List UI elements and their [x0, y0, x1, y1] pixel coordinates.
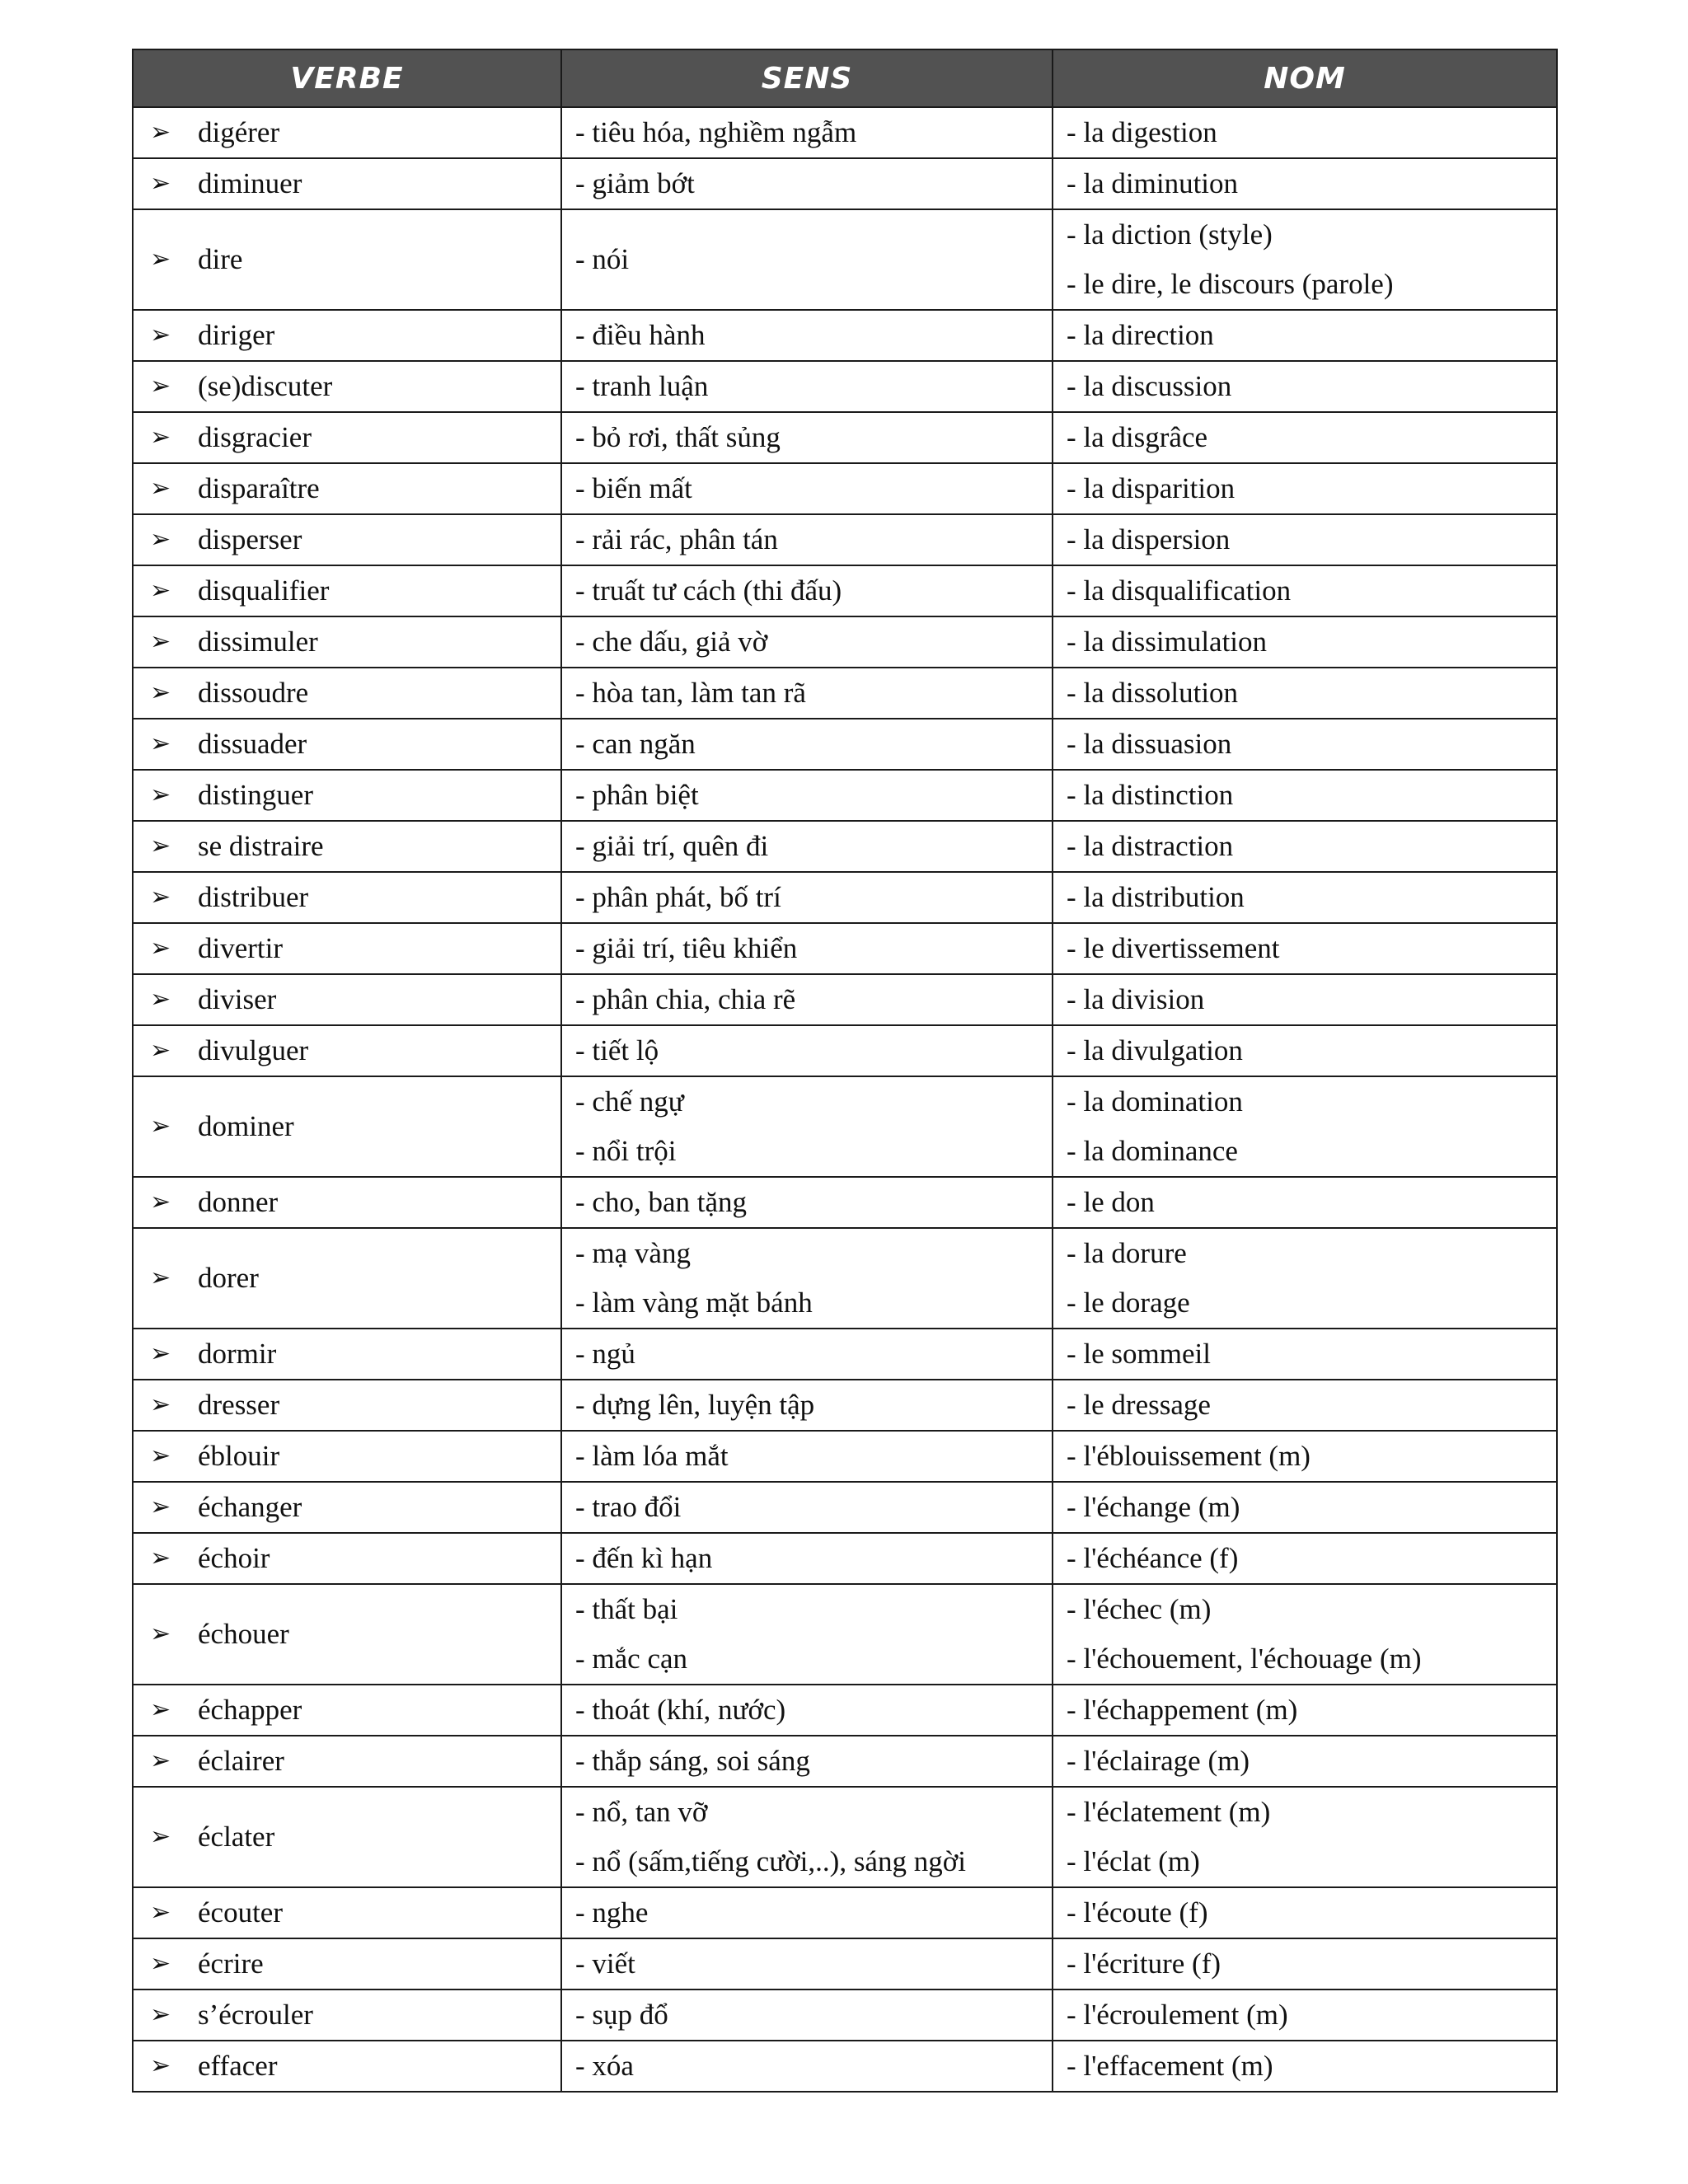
- sens-line: - ngủ: [575, 1338, 635, 1370]
- nom-cell: [1053, 1228, 1557, 1329]
- verb-text: (se)discuter: [198, 370, 333, 402]
- sens-cell: [561, 565, 1053, 616]
- sens-cell: [561, 1990, 1053, 2041]
- arrowhead-bullet-icon: ➢: [150, 1441, 171, 1470]
- verb-cell: [133, 1685, 561, 1736]
- arrowhead-bullet-icon: ➢: [150, 118, 171, 147]
- sens-line: - bỏ rơi, thất sủng: [575, 421, 781, 453]
- nom-line: - la distribution: [1067, 881, 1245, 913]
- sens-line: - phân phát, bố trí: [575, 881, 781, 913]
- sens-line: - đến kì hạn: [575, 1542, 713, 1574]
- verb-text: distinguer: [198, 779, 313, 811]
- verb-text: éblouir: [198, 1440, 280, 1472]
- sens-cell: [561, 616, 1053, 668]
- sens-cell: [561, 923, 1053, 974]
- arrowhead-bullet-icon: ➢: [150, 678, 171, 707]
- verb-text: diminuer: [198, 167, 302, 199]
- sens-line: - biến mất: [575, 472, 692, 504]
- verb-text: disparaître: [198, 472, 320, 504]
- verb-cell: [133, 1584, 561, 1685]
- table-row: [133, 821, 1557, 872]
- verb-cell: [133, 668, 561, 719]
- verb-text: s’écrouler: [198, 1999, 313, 2031]
- arrowhead-bullet-icon: ➢: [150, 2051, 171, 2080]
- arrowhead-bullet-icon: ➢: [150, 934, 171, 963]
- nom-line: - la domination: [1067, 1085, 1243, 1118]
- sens-line: - viết: [575, 1947, 635, 1980]
- table-row: [133, 1329, 1557, 1380]
- nom-cell: [1053, 1787, 1557, 1887]
- sens-cell: [561, 107, 1053, 158]
- nom-line: - l'éclairage (m): [1067, 1745, 1250, 1777]
- sens-line: - nổ, tan vỡ: [575, 1796, 708, 1828]
- arrowhead-bullet-icon: ➢: [150, 1390, 171, 1419]
- sens-line: - tiết lộ: [575, 1034, 659, 1066]
- nom-cell: [1053, 361, 1557, 412]
- sens-line: - tiêu hóa, nghiềm ngẫm: [575, 116, 857, 148]
- nom-line: - la divulgation: [1067, 1034, 1243, 1066]
- verb-cell: [133, 310, 561, 361]
- verb-cell: [133, 463, 561, 514]
- arrowhead-bullet-icon: ➢: [150, 627, 171, 656]
- verb-cell: [133, 1329, 561, 1380]
- nom-line: - la division: [1067, 983, 1205, 1015]
- sens-line: - dựng lên, luyện tập: [575, 1389, 815, 1421]
- arrowhead-bullet-icon: ➢: [150, 780, 171, 809]
- verb-cell: [133, 923, 561, 974]
- verb-cell: [133, 1990, 561, 2041]
- verb-text: diviser: [198, 983, 277, 1015]
- verb-text: divulguer: [198, 1034, 309, 1066]
- arrowhead-bullet-icon: ➢: [150, 372, 171, 401]
- sens-cell: [561, 310, 1053, 361]
- verb-cell: [133, 1431, 561, 1482]
- nom-line: - l'écoute (f): [1067, 1896, 1208, 1929]
- table-row: [133, 463, 1557, 514]
- sens-line: - phân biệt: [575, 779, 699, 811]
- verb-text: échapper: [198, 1694, 302, 1726]
- nom-line: - l'éblouissement (m): [1067, 1440, 1311, 1472]
- nom-line: - la dominance: [1067, 1135, 1238, 1167]
- verb-text: dissuader: [198, 728, 307, 760]
- nom-line: - l'échéance (f): [1067, 1542, 1239, 1574]
- verb-cell: [133, 107, 561, 158]
- sens-line: - tranh luận: [575, 370, 709, 402]
- verb-text: disqualifier: [198, 574, 330, 607]
- nom-line: - la discussion: [1067, 370, 1232, 402]
- sens-line: - nghe: [575, 1896, 649, 1929]
- table-row: [133, 1482, 1557, 1533]
- header-verbe: VERBE: [133, 49, 561, 107]
- nom-line: - le dressage: [1067, 1389, 1211, 1421]
- nom-cell: [1053, 1533, 1557, 1584]
- sens-line: - nói: [575, 243, 630, 275]
- arrowhead-bullet-icon: ➢: [150, 525, 171, 554]
- table-row: [133, 107, 1557, 158]
- nom-line: - l'échec (m): [1067, 1593, 1212, 1625]
- nom-line: - l'écriture (f): [1067, 1947, 1221, 1980]
- verb-cell: [133, 974, 561, 1025]
- nom-cell: [1053, 107, 1557, 158]
- sens-cell: [561, 1482, 1053, 1533]
- sens-line: - cho, ban tặng: [575, 1186, 747, 1218]
- verb-cell: [133, 1228, 561, 1329]
- nom-cell: [1053, 310, 1557, 361]
- arrowhead-bullet-icon: ➢: [150, 1112, 171, 1141]
- nom-cell: [1053, 1736, 1557, 1787]
- nom-line: - l'effacement (m): [1067, 2050, 1273, 2082]
- nom-line: - l'échappement (m): [1067, 1694, 1298, 1726]
- verb-text: disgracier: [198, 421, 312, 453]
- table-row: [133, 209, 1557, 310]
- verb-cell: [133, 1482, 561, 1533]
- sens-line: - phân chia, chia rẽ: [575, 983, 796, 1015]
- verb-text: dominer: [198, 1110, 294, 1142]
- table-row: [133, 1076, 1557, 1177]
- sens-line: - truất tư cách (thi đấu): [575, 574, 842, 607]
- sens-line: - can ngăn: [575, 728, 696, 760]
- table-row: [133, 668, 1557, 719]
- nom-cell: [1053, 1938, 1557, 1990]
- verb-text: digérer: [198, 116, 280, 148]
- verb-text: échanger: [198, 1491, 302, 1523]
- sens-cell: [561, 514, 1053, 565]
- nom-line: - la diminution: [1067, 167, 1239, 199]
- sens-line: - trao đổi: [575, 1491, 682, 1523]
- arrowhead-bullet-icon: ➢: [150, 1949, 171, 1978]
- sens-line: - thất bại: [575, 1593, 678, 1625]
- table-row: [133, 974, 1557, 1025]
- nom-cell: [1053, 1685, 1557, 1736]
- nom-cell: [1053, 158, 1557, 209]
- verb-cell: [133, 1533, 561, 1584]
- verb-text: donner: [198, 1186, 279, 1218]
- sens-cell: [561, 2041, 1053, 2092]
- arrowhead-bullet-icon: ➢: [150, 832, 171, 860]
- table-row: [133, 565, 1557, 616]
- table-row: [133, 2041, 1557, 2092]
- sens-line: - làm lóa mắt: [575, 1440, 729, 1472]
- table-row: [133, 719, 1557, 770]
- verb-text: disperser: [198, 523, 302, 555]
- sens-cell: [561, 158, 1053, 209]
- arrowhead-bullet-icon: ➢: [150, 423, 171, 452]
- nom-cell: [1053, 1482, 1557, 1533]
- sens-cell: [561, 1685, 1053, 1736]
- nom-line: - le dorage: [1067, 1286, 1190, 1319]
- nom-line: - la distinction: [1067, 779, 1234, 811]
- sens-line: - mạ vàng: [575, 1237, 691, 1269]
- sens-cell: [561, 821, 1053, 872]
- nom-cell: [1053, 872, 1557, 923]
- verb-cell: [133, 616, 561, 668]
- table-row: [133, 1431, 1557, 1482]
- table-row: [133, 1990, 1557, 2041]
- sens-line: - giải trí, quên đi: [575, 830, 769, 862]
- verb-text: dorer: [198, 1262, 259, 1294]
- nom-line: - la diction (style): [1067, 218, 1273, 251]
- verb-text: dissoudre: [198, 677, 309, 709]
- nom-cell: [1053, 209, 1557, 310]
- verb-text: divertir: [198, 932, 284, 964]
- nom-line: - la direction: [1067, 319, 1214, 351]
- arrowhead-bullet-icon: ➢: [150, 1263, 171, 1292]
- nom-cell: [1053, 463, 1557, 514]
- nom-line: - la digestion: [1067, 116, 1217, 148]
- nom-cell: [1053, 1887, 1557, 1938]
- sens-cell: [561, 1228, 1053, 1329]
- nom-line: - la dissimulation: [1067, 626, 1268, 658]
- arrowhead-bullet-icon: ➢: [150, 576, 171, 605]
- verb-text: éclairer: [198, 1745, 284, 1777]
- sens-line: - hòa tan, làm tan rã: [575, 677, 806, 709]
- arrowhead-bullet-icon: ➢: [150, 1898, 171, 1927]
- arrowhead-bullet-icon: ➢: [150, 1544, 171, 1572]
- vocabulary-table: [132, 49, 1558, 2093]
- verb-cell: [133, 412, 561, 463]
- nom-cell: [1053, 565, 1557, 616]
- sens-line: - rải rác, phân tán: [575, 523, 778, 555]
- table-row: [133, 1533, 1557, 1584]
- arrowhead-bullet-icon: ➢: [150, 1188, 171, 1216]
- nom-cell: [1053, 514, 1557, 565]
- table-row: [133, 872, 1557, 923]
- nom-line: - l'échange (m): [1067, 1491, 1240, 1523]
- nom-line: - la dispersion: [1067, 523, 1231, 555]
- sens-line: - chế ngự: [575, 1085, 684, 1118]
- table-row: [133, 1228, 1557, 1329]
- table-row: [133, 361, 1557, 412]
- verb-cell: [133, 514, 561, 565]
- nom-cell: [1053, 974, 1557, 1025]
- verb-text: écrire: [198, 1947, 264, 1980]
- verb-text: échouer: [198, 1618, 289, 1650]
- arrowhead-bullet-icon: ➢: [150, 1822, 171, 1851]
- arrowhead-bullet-icon: ➢: [150, 1493, 171, 1521]
- verb-text: se distraire: [198, 830, 324, 862]
- nom-cell: [1053, 1025, 1557, 1076]
- sens-cell: [561, 463, 1053, 514]
- sens-cell: [561, 1329, 1053, 1380]
- sens-cell: [561, 1177, 1053, 1228]
- verb-cell: [133, 158, 561, 209]
- sens-cell: [561, 1076, 1053, 1177]
- table-row: [133, 514, 1557, 565]
- nom-line: - l'échouement, l'échouage (m): [1067, 1643, 1422, 1675]
- nom-line: - la dissuasion: [1067, 728, 1232, 760]
- table-row: [133, 1736, 1557, 1787]
- sens-line: - giải trí, tiêu khiển: [575, 932, 798, 964]
- header-row: [133, 49, 1557, 107]
- table-row: [133, 923, 1557, 974]
- verb-cell: [133, 821, 561, 872]
- sens-cell: [561, 1025, 1053, 1076]
- arrowhead-bullet-icon: ➢: [150, 245, 171, 274]
- sens-cell: [561, 974, 1053, 1025]
- header-nom: NOM: [1053, 49, 1557, 107]
- nom-cell: [1053, 1431, 1557, 1482]
- table-row: [133, 158, 1557, 209]
- table-row: [133, 1887, 1557, 1938]
- arrowhead-bullet-icon: ➢: [150, 169, 171, 198]
- arrowhead-bullet-icon: ➢: [150, 2000, 171, 2029]
- table-row: [133, 1584, 1557, 1685]
- verb-cell: [133, 1076, 561, 1177]
- nom-cell: [1053, 616, 1557, 668]
- arrowhead-bullet-icon: ➢: [150, 1036, 171, 1065]
- nom-line: - l'éclatement (m): [1067, 1796, 1271, 1828]
- sens-line: - xóa: [575, 2050, 634, 2082]
- verb-text: distribuer: [198, 881, 309, 913]
- sens-cell: [561, 1380, 1053, 1431]
- sens-cell: [561, 770, 1053, 821]
- arrowhead-bullet-icon: ➢: [150, 1746, 171, 1775]
- verb-text: éclater: [198, 1821, 275, 1853]
- nom-cell: [1053, 1990, 1557, 2041]
- verb-text: dissimuler: [198, 626, 318, 658]
- nom-line: - la distraction: [1067, 830, 1234, 862]
- verb-cell: [133, 1177, 561, 1228]
- sens-cell: [561, 668, 1053, 719]
- verb-cell: [133, 361, 561, 412]
- nom-cell: [1053, 770, 1557, 821]
- verb-cell: [133, 1887, 561, 1938]
- table-row: [133, 770, 1557, 821]
- sens-cell: [561, 1938, 1053, 1990]
- sens-line: - làm vàng mặt bánh: [575, 1286, 813, 1319]
- nom-cell: [1053, 1076, 1557, 1177]
- nom-line: - la disparition: [1067, 472, 1236, 504]
- verb-cell: [133, 1380, 561, 1431]
- verb-cell: [133, 1736, 561, 1787]
- table-row: [133, 1938, 1557, 1990]
- nom-line: - le dire, le discours (parole): [1067, 268, 1394, 300]
- sens-cell: [561, 1887, 1053, 1938]
- nom-line: - le sommeil: [1067, 1338, 1211, 1370]
- nom-cell: [1053, 1380, 1557, 1431]
- sens-cell: [561, 872, 1053, 923]
- verb-cell: [133, 209, 561, 310]
- verb-cell: [133, 872, 561, 923]
- nom-cell: [1053, 2041, 1557, 2092]
- verb-cell: [133, 1025, 561, 1076]
- sens-cell: [561, 361, 1053, 412]
- sens-line: - giảm bớt: [575, 167, 695, 199]
- sens-cell: [561, 412, 1053, 463]
- arrowhead-bullet-icon: ➢: [150, 474, 171, 503]
- nom-line: - le don: [1067, 1186, 1155, 1218]
- table-row: [133, 1177, 1557, 1228]
- nom-cell: [1053, 668, 1557, 719]
- sens-cell: [561, 1431, 1053, 1482]
- sens-line: - che dấu, giả vờ: [575, 626, 768, 658]
- arrowhead-bullet-icon: ➢: [150, 321, 171, 349]
- sens-line: - nổi trội: [575, 1135, 677, 1167]
- verb-cell: [133, 1787, 561, 1887]
- arrowhead-bullet-icon: ➢: [150, 985, 171, 1014]
- nom-cell: [1053, 1329, 1557, 1380]
- verb-text: diriger: [198, 319, 275, 351]
- verb-cell: [133, 1938, 561, 1990]
- verb-text: effacer: [198, 2050, 278, 2082]
- sens-cell: [561, 1736, 1053, 1787]
- sens-cell: [561, 1584, 1053, 1685]
- header-sens: SENS: [561, 49, 1053, 107]
- nom-line: - l'éclat (m): [1067, 1845, 1200, 1877]
- nom-cell: [1053, 1177, 1557, 1228]
- arrowhead-bullet-icon: ➢: [150, 1619, 171, 1648]
- table-row: [133, 1380, 1557, 1431]
- nom-cell: [1053, 821, 1557, 872]
- nom-cell: [1053, 412, 1557, 463]
- sens-cell: [561, 719, 1053, 770]
- verb-text: dire: [198, 243, 243, 275]
- verb-text: échoir: [198, 1542, 270, 1574]
- sens-line: - thắp sáng, soi sáng: [575, 1745, 810, 1777]
- table-row: [133, 1685, 1557, 1736]
- table-row: [133, 1025, 1557, 1076]
- verb-cell: [133, 770, 561, 821]
- nom-line: - la dorure: [1067, 1237, 1187, 1269]
- verb-text: dormir: [198, 1338, 277, 1370]
- nom-cell: [1053, 719, 1557, 770]
- nom-cell: [1053, 923, 1557, 974]
- table-row: [133, 1787, 1557, 1887]
- arrowhead-bullet-icon: ➢: [150, 729, 171, 758]
- table-row: [133, 310, 1557, 361]
- nom-line: - la disgrâce: [1067, 421, 1208, 453]
- sens-cell: [561, 1787, 1053, 1887]
- sens-line: - thoát (khí, nước): [575, 1694, 786, 1726]
- arrowhead-bullet-icon: ➢: [150, 883, 171, 912]
- sens-line: - sụp đổ: [575, 1999, 668, 2031]
- verb-cell: [133, 2041, 561, 2092]
- table-row: [133, 412, 1557, 463]
- nom-line: - la dissolution: [1067, 677, 1239, 709]
- verb-cell: [133, 565, 561, 616]
- sens-cell: [561, 1533, 1053, 1584]
- verb-cell: [133, 719, 561, 770]
- verb-text: dresser: [198, 1389, 280, 1421]
- table-row: [133, 616, 1557, 668]
- nom-line: - le divertissement: [1067, 932, 1280, 964]
- sens-line: - nổ (sấm,tiếng cười,..), sáng ngời: [575, 1845, 966, 1877]
- verb-text: écouter: [198, 1896, 283, 1929]
- sens-line: - mắc cạn: [575, 1643, 688, 1675]
- sens-cell: [561, 209, 1053, 310]
- nom-line: - la disqualification: [1067, 574, 1292, 607]
- nom-line: - l'écroulement (m): [1067, 1999, 1288, 2031]
- table-body: [133, 107, 1557, 2092]
- arrowhead-bullet-icon: ➢: [150, 1339, 171, 1368]
- nom-cell: [1053, 1584, 1557, 1685]
- arrowhead-bullet-icon: ➢: [150, 1695, 171, 1724]
- sens-line: - điều hành: [575, 319, 706, 351]
